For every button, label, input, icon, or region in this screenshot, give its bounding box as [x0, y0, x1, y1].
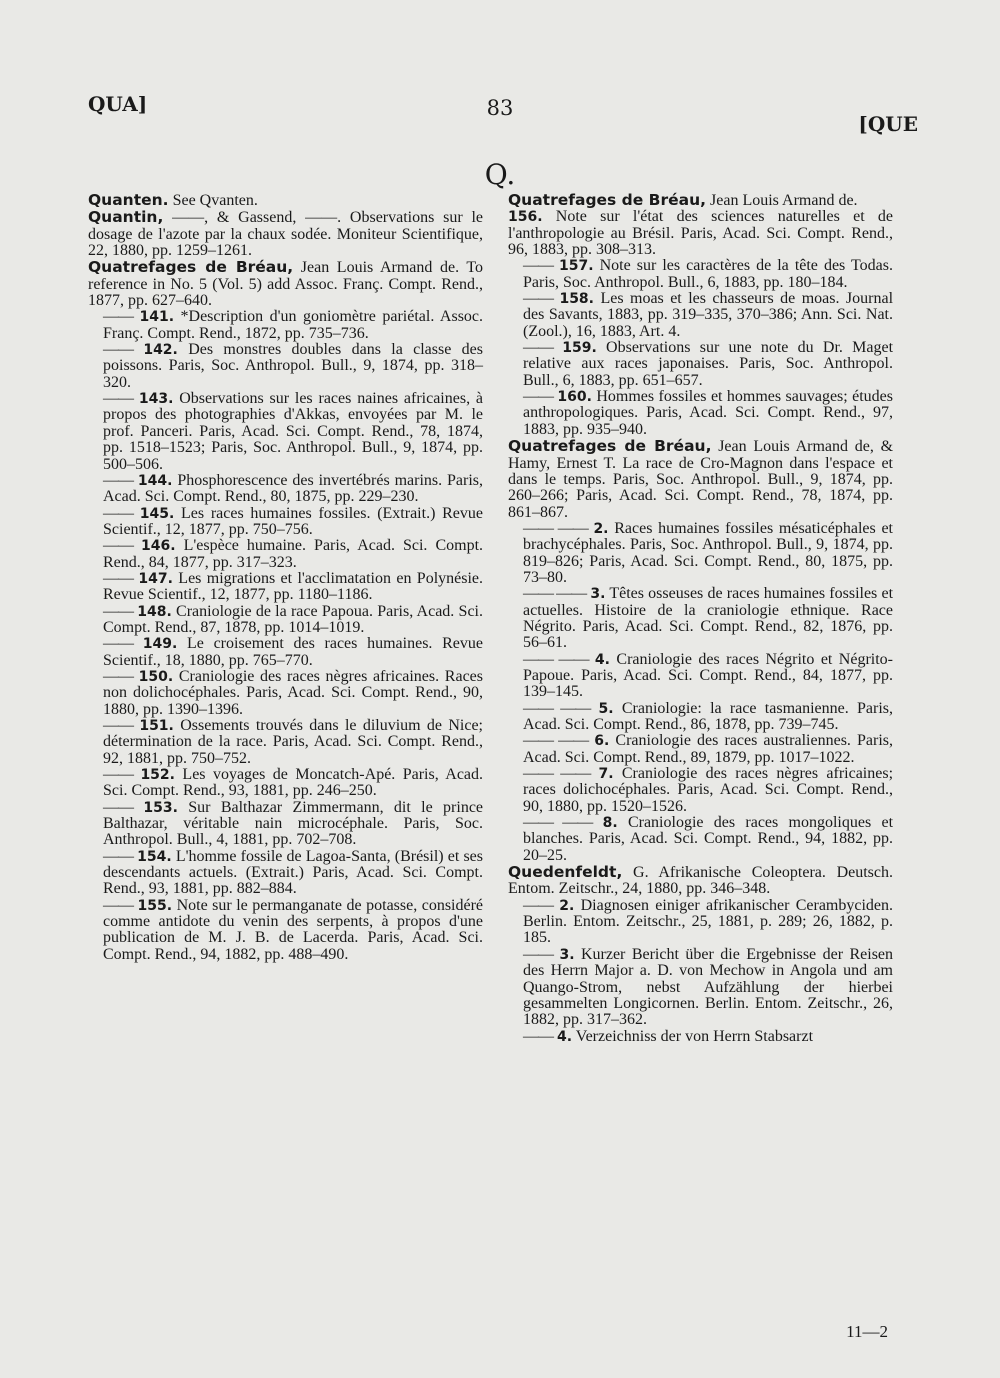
- ditto-dash: ——: [103, 896, 133, 914]
- entry-text: Verzeichniss der von Herrn Stabsarzt: [575, 1027, 814, 1045]
- entry-text: Craniologie des races australiennes. Paris, Acad. Sci. Compt. Rend., 89, 1879, pp. 1017–1022.: [523, 732, 894, 766]
- ditto-dash: ——: [103, 471, 133, 489]
- ditto-dash: —— ——: [523, 699, 591, 717]
- bibliography-entry: [88, 473, 483, 506]
- bibliography-entry: [88, 718, 483, 767]
- entry-number: 150.: [138, 668, 174, 685]
- entry-text: Ossements trouvés dans le diluvium de Nice; détermination de la race. Paris, Acad. Sci. Compt. Rend., 92, 1881, pp. 750–752.: [103, 717, 483, 767]
- entry-number: 149.: [142, 636, 178, 653]
- author-heading: Quantin,: [88, 208, 164, 227]
- ditto-dash: ——: [103, 602, 133, 620]
- bibliography-entry: [88, 391, 483, 473]
- entry-text: Jean Louis Armand de. To reference in No. 5 (Vol. 5) add Assoc. Franç. Compt. Rend., 1877, pp. 627–640.: [88, 259, 484, 310]
- entry-text: Note sur l'état des sciences naturelles et de l'anthropologie au Brésil. Paris, Acad. Sci. Compt. Rend., 96, 1883, pp. 308–313.: [508, 208, 894, 259]
- entry-number: 142.: [143, 342, 178, 359]
- author-heading: Quanten.: [88, 191, 169, 209]
- entry-text: Craniologie des races nègres africaines. Races non dolichocéphales. Paris, Acad. Sci. Compt. Rend., 90, 1880, pp. 1390–1396.: [103, 667, 483, 718]
- author-heading: Quatrefages de Bréau,: [508, 437, 712, 456]
- ditto-dash: ——: [103, 667, 133, 685]
- bibliography-entry: [88, 800, 483, 849]
- entry-number: 146.: [141, 538, 176, 555]
- ditto-dash: ——: [103, 847, 133, 865]
- bibliography-entry: [508, 258, 893, 291]
- entry-number: 3.: [590, 586, 606, 603]
- entry-number: 158.: [559, 291, 594, 308]
- bibliography-entry: [508, 291, 893, 340]
- entry-number: 153.: [143, 799, 178, 816]
- bibliography-entry: [88, 767, 483, 800]
- bibliography-entry: [508, 701, 893, 734]
- entry-number: 152.: [140, 767, 175, 784]
- bibliography-entry: [508, 733, 893, 766]
- bibliography-entry: [508, 1029, 893, 1045]
- signature-mark: 11—2: [846, 1322, 888, 1341]
- bibliography-entry: [88, 209, 483, 259]
- ditto-dash: ——: [523, 290, 553, 308]
- entry-text: Sur Balthazar Zimmermann, dit le prince Balthazar, véritable nain microcéphale. Paris, Soc. Anthropol. Bull., 4, 1881, pp. 702–708.: [103, 798, 484, 849]
- bibliography-entry: [508, 652, 893, 701]
- author-heading: Quatrefages de Bréau,: [88, 258, 294, 277]
- entry-number: 154.: [137, 848, 172, 865]
- bibliography-entry: [88, 538, 483, 571]
- bibliography-entry: [508, 898, 893, 947]
- ditto-dash: ——: [103, 635, 133, 653]
- entry-text: Observations sur les races naines africaines, à propos des photographies d'Akkas, envoyées par M. le prof. Panceri. Paris, Acad. Sci. Compt. Rend., 78, 1874, pp. 1518–1523; Paris, Soc. Anthropol. Bull., 9, 1874, pp. 500–506.: [103, 390, 484, 473]
- running-head-left: QUA]: [88, 92, 148, 116]
- entry-text: Craniologie: la race tasmanienne. Paris, Acad. Sci. Compt. Rend., 86, 1878, pp. 739–745.: [523, 699, 894, 733]
- entry-number: 143.: [138, 391, 174, 408]
- entry-text: Les moas et les chasseurs de moas. Journal des Savants, 1883, pp. 319–335, 370–386; Ann. Sci. Nat. (Zool.), 16, 1883, Art. 4.: [523, 290, 894, 340]
- entry-number: 141.: [139, 309, 175, 326]
- entry-text: Jean Louis Armand de.: [710, 192, 858, 209]
- entry-number: 155.: [137, 897, 173, 914]
- page-number: 83: [486, 96, 514, 120]
- bibliography-entry: [88, 259, 483, 309]
- bibliography-entry: [508, 192, 893, 209]
- entry-text: Note sur le permanganate de potasse, considéré comme antidote du venin des serpents, à propos d'une publication de M. J. B. de Lacerda. Paris, Acad. Sci. Compt. Rend., 94, 1882, pp. 488–490.: [103, 896, 484, 963]
- entry-number: 145.: [139, 505, 175, 522]
- entry-text: Des monstres doubles dans la classe des poissons. Paris, Soc. Anthropol. Bull., 9, 1874, pp. 318–320.: [103, 341, 483, 391]
- author-heading: Quatrefages de Bréau,: [508, 191, 707, 209]
- bibliography-entry: [88, 571, 483, 604]
- entry-number: 157.: [559, 258, 594, 275]
- entry-number: 2.: [593, 520, 609, 537]
- ditto-dash: —— ——: [523, 732, 589, 750]
- bibliography-entry: [508, 815, 893, 864]
- bibliography-entry: [88, 309, 483, 342]
- entry-number: 8.: [602, 815, 618, 832]
- ditto-dash: —— ——: [523, 585, 587, 603]
- ditto-dash: —— ——: [523, 650, 589, 668]
- entry-number: 148.: [137, 603, 172, 620]
- right-column: [508, 192, 893, 1045]
- bibliography-entry: [88, 506, 483, 539]
- entry-text: Observations sur une note du Dr. Maget relative aux races japonaises. Paris, Soc. Anthropol. Bull., 6, 1883, pp. 651–657.: [523, 339, 894, 389]
- entry-number: 5.: [598, 700, 614, 717]
- bibliography-entry: [508, 521, 893, 586]
- ditto-dash: ——: [103, 717, 133, 734]
- ditto-dash: ——: [523, 896, 553, 914]
- bibliography-entry: [508, 340, 893, 389]
- ditto-dash: ——: [103, 390, 133, 408]
- entry-text: Hommes fossiles et hommes sauvages; études anthropologiques. Paris, Acad. Sci. Compt. Rend., 97, 1883, pp. 935–940.: [523, 388, 893, 438]
- entry-text: Jean Louis Armand de, & Hamy, Ernest T. La race de Cro-Magnon dans l'espace et dans le temps. Paris, Soc. Anthropol. Bull., 9, 1874, pp. 260–266; Paris, Acad. Sci. Compt. Rend., 78, 1874, pp. 861–867.: [508, 438, 894, 521]
- left-column: [88, 192, 483, 963]
- bibliography-entry: [508, 586, 893, 651]
- bibliography-entry: [88, 849, 483, 898]
- ditto-dash: ——: [103, 569, 133, 587]
- entry-number: 3.: [559, 946, 575, 963]
- ditto-dash: ——: [103, 537, 133, 555]
- entry-number: 160.: [557, 389, 592, 406]
- entry-number: 6.: [594, 733, 610, 750]
- entry-text: Les voyages de Moncatch-Apé. Paris, Acad. Sci. Compt. Rend., 93, 1881, pp. 246–250.: [103, 766, 484, 800]
- author-heading: Quedenfeldt,: [508, 863, 623, 882]
- ditto-dash: ——: [523, 388, 553, 406]
- entry-number: 4.: [557, 1028, 573, 1045]
- bibliography-entry: [88, 636, 483, 669]
- entry-text: See Qvanten.: [172, 192, 258, 209]
- bibliography-entry: [508, 438, 893, 521]
- ditto-dash: ——: [103, 504, 133, 522]
- entry-number: 7.: [598, 766, 614, 783]
- entry-number: 147.: [138, 570, 173, 587]
- entry-text: Kurzer Bericht über die Ergebnisse der Reisen des Herrn Major a. D. von Mechow in Angola und am Quango-Strom, nebst Aufzählung der hierbei gesammelten Longicornen. Berlin. Entom. Zeitschr., 26, 1882, pp. 317–362.: [523, 945, 894, 1029]
- entry-number: 2.: [559, 897, 575, 914]
- entry-text: Diagnosen einiger afrikanischer Cerambyciden. Berlin. Entom. Zeitschr., 25, 1881, p. 289; 26, 1882, p. 185.: [523, 896, 894, 947]
- entry-text: L'espèce humaine. Paris, Acad. Sci. Compt. Rend., 84, 1877, pp. 317–323.: [103, 537, 484, 571]
- ditto-dash: ——: [103, 766, 133, 784]
- entry-text: Le croisement des races humaines. Revue Scientif., 18, 1880, pp. 765–770.: [103, 635, 484, 669]
- bibliography-entry: [508, 766, 893, 815]
- ditto-dash: ——: [103, 798, 133, 816]
- entry-text: Craniologie des races nègres africaines; races dolichocéphales. Paris, Acad. Sci. Compt. Rend., 90, 1880, pp. 1520–1526.: [523, 765, 894, 815]
- entry-text: *Description d'un goniomètre pariétal. Assoc. Franç. Compt. Rend., 1872, pp. 735–736.: [103, 308, 484, 342]
- bibliography-entry: [88, 898, 483, 963]
- entry-text: Craniologie de la race Papoua. Paris, Acad. Sci. Compt. Rend., 87, 1878, pp. 1014–1019.: [103, 602, 484, 636]
- entry-text: ——, & Gassend, ——. Observations sur le dosage de l'azote par la chaux sodée. Moniteur Scientifique, 22, 1880, pp. 1259–1261.: [88, 209, 484, 260]
- running-head-right: [QUE: [858, 112, 918, 136]
- bibliography-entry: [88, 192, 483, 209]
- bibliography-entry: [508, 864, 893, 898]
- entry-text: Têtes osseuses de races humaines fossiles et actuelles. Histoire de la craniologie ethnique. Race Négrito. Paris, Acad. Sci. Compt. Rend., 82, 1876, pp. 56–61.: [523, 585, 894, 652]
- entry-text: Craniologie des races Négrito et Négrito-Papoue. Paris, Acad. Sci. Compt. Rend., 84, 1877, pp. 139–145.: [523, 650, 894, 701]
- entry-text: L'homme fossile de Lagoa-Santa, (Brésil) et ses descendants actuels. (Extrait.) Paris, Acad. Sci. Compt. Rend., 93, 1881, pp. 882–884.: [103, 847, 483, 898]
- bibliography-entry: [88, 604, 483, 637]
- bibliography-entry: [508, 209, 893, 258]
- entry-number: 156.: [508, 209, 543, 226]
- ditto-dash: —— ——: [523, 814, 593, 832]
- ditto-dash: —— ——: [523, 519, 588, 537]
- entry-number: 159.: [562, 340, 597, 357]
- ditto-dash: ——: [523, 945, 553, 963]
- bibliography-entry: [88, 342, 483, 391]
- entry-text: Races humaines fossiles mésaticéphales et brachycéphales. Paris, Soc. Anthropol. Bull., 9, 1874, pp. 819–826; Paris, Acad. Sci. Compt. Rend., 80, 1875, pp. 73–80.: [523, 519, 893, 586]
- bibliography-entry: [508, 947, 893, 1029]
- entry-text: G. Afrikanische Coleoptera. Deutsch. Entom. Zeitschr., 24, 1880, pp. 346–348.: [508, 864, 893, 898]
- entry-text: Phosphorescence des invertébrés marins. Paris, Acad. Sci. Compt. Rend., 80, 1875, pp. 229–230.: [103, 471, 484, 506]
- section-letter: Q.: [484, 158, 516, 191]
- entry-text: Les races humaines fossiles. (Extrait.) Revue Scientif., 12, 1877, pp. 750–756.: [103, 504, 484, 538]
- ditto-dash: ——: [103, 341, 133, 359]
- ditto-dash: ——: [523, 1027, 553, 1045]
- entry-number: 4.: [594, 651, 610, 668]
- entry-text: Craniologie des races mongoliques et blanches. Paris, Acad. Sci. Compt. Rend., 94, 1882, pp. 20–25.: [523, 814, 894, 864]
- ditto-dash: —— ——: [523, 765, 591, 783]
- entry-text: Les migrations et l'acclimatation en Polynésie. Revue Scientif., 12, 1877, pp. 1180–1186.: [103, 569, 484, 604]
- bibliography-entry: [88, 669, 483, 718]
- ditto-dash: ——: [523, 339, 553, 357]
- entry-text: Note sur les caractères de la tête des Todas. Paris, Soc. Anthropol. Bull., 6, 1883, pp. 180–184.: [523, 257, 893, 291]
- entry-number: 144.: [137, 472, 173, 489]
- ditto-dash: ——: [523, 257, 553, 275]
- ditto-dash: ——: [103, 308, 133, 326]
- bibliography-entry: [508, 389, 893, 438]
- entry-number: 151.: [139, 718, 174, 734]
